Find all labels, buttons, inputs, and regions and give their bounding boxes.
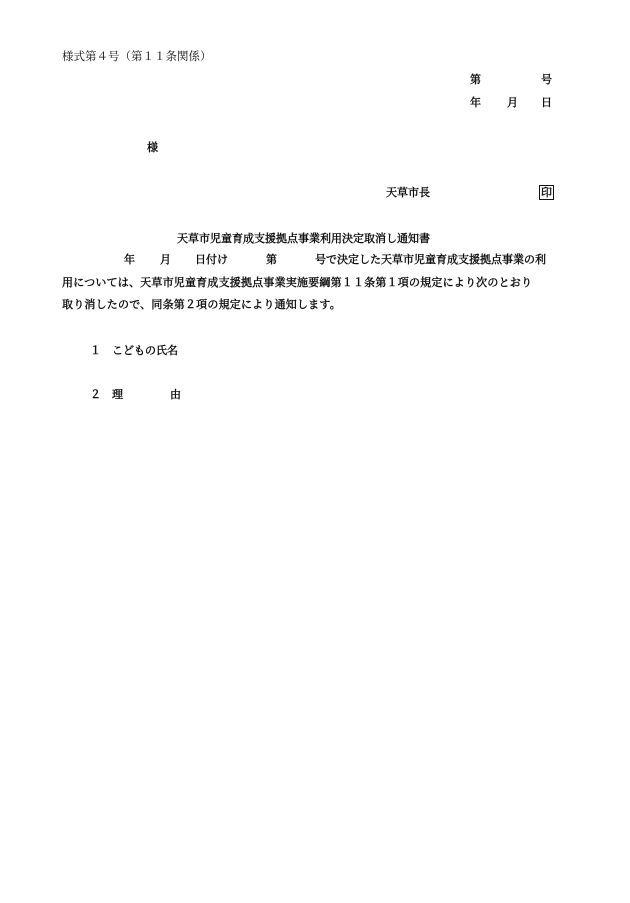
date-month: 月	[507, 96, 518, 109]
seal-mark	[539, 185, 554, 200]
body-line-3: 取り消したので、同条第２項の規定により通知します。	[62, 298, 341, 311]
date-day: 日	[541, 96, 552, 109]
item-2-label-a: 理	[112, 388, 123, 401]
ref-month: 月	[160, 253, 171, 266]
doc-number-suffix: 号	[541, 73, 552, 86]
document-title: 天草市児童育成支援拠点事業利用決定取消し通知書	[177, 232, 430, 245]
ref-number-prefix: 第	[266, 253, 277, 266]
item-2-number: ２	[90, 388, 101, 401]
doc-number-prefix: 第	[470, 73, 481, 86]
body-line-1: 号で決定した天草市児童育成支援拠点事業の利	[315, 253, 546, 266]
item-2-label-b: 由	[170, 388, 181, 401]
item-1-label: こどもの氏名	[112, 344, 178, 357]
ref-year: 年	[124, 253, 135, 266]
form-label: 様式第４号（第１１条関係）	[62, 49, 212, 63]
issuer-title: 天草市長	[386, 186, 430, 199]
seal-label: 印	[541, 186, 552, 199]
addressee-suffix: 様	[147, 141, 158, 154]
item-1-number: １	[90, 344, 101, 357]
body-line-2: 用については、天草市児童育成支援拠点事業実施要綱第１１条第１項の規定により次のとおり	[62, 276, 533, 289]
ref-day: 日付け	[195, 253, 228, 266]
date-year: 年	[470, 96, 481, 109]
